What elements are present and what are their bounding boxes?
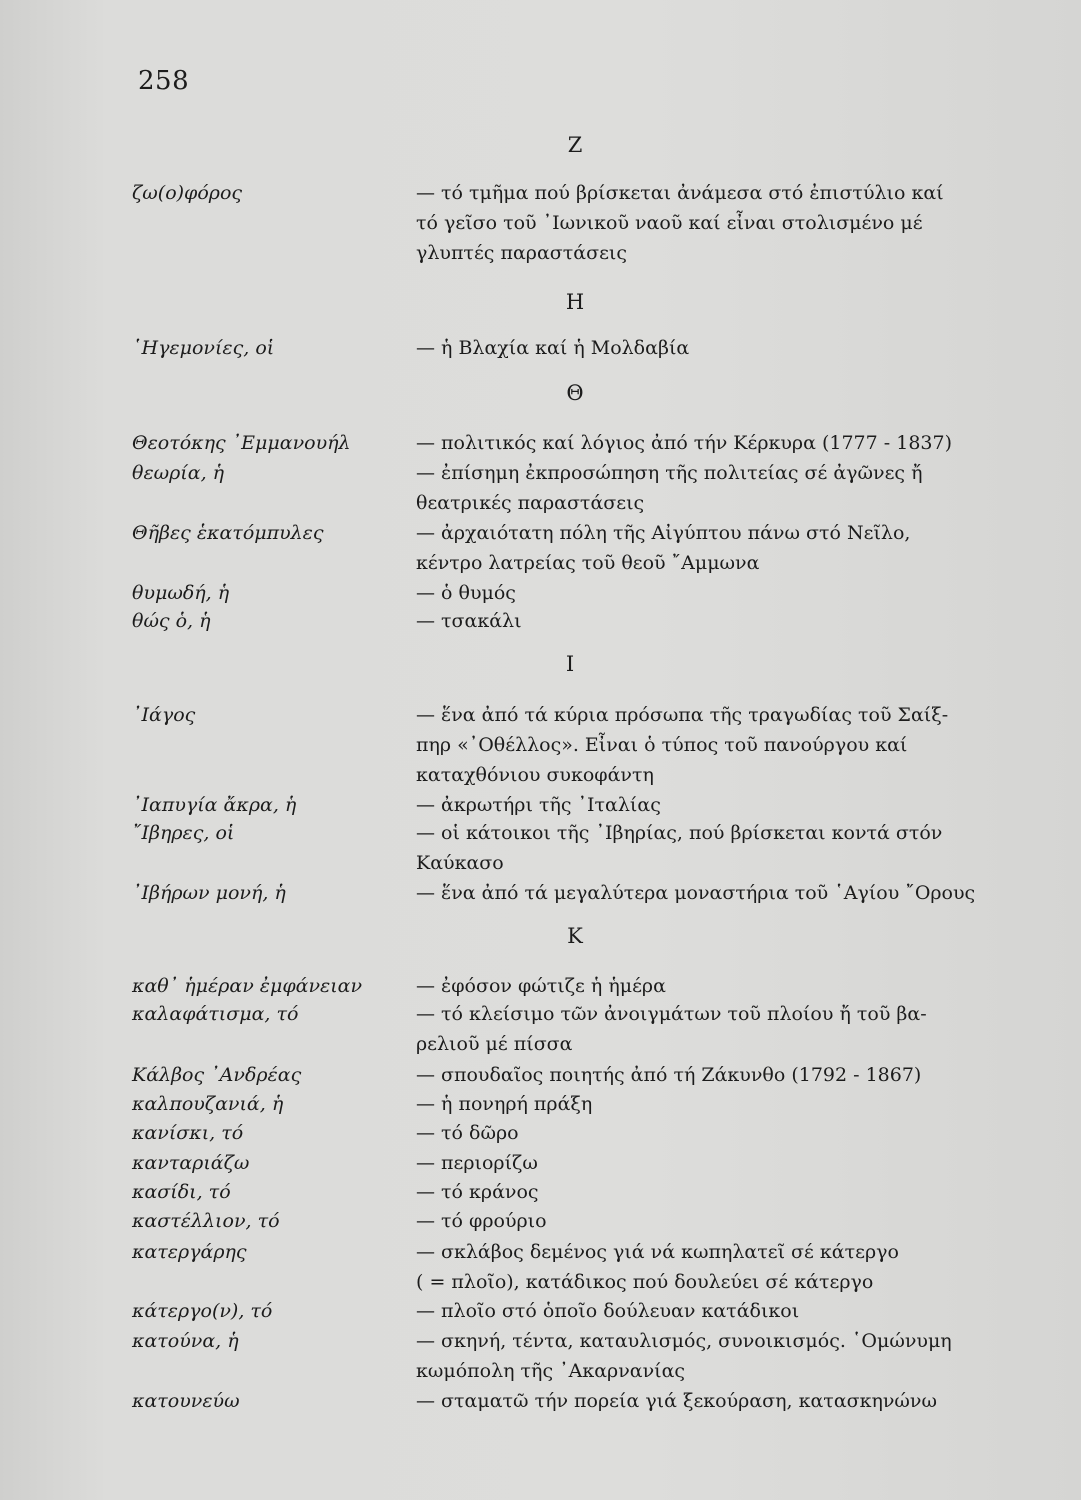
entry-definition — [416, 1206, 988, 1236]
definition-line: — ἡ πονηρή πράξη — [416, 1093, 593, 1115]
entry-definition — [416, 518, 988, 578]
entry-definition — [416, 578, 988, 608]
entry-term: κατουνεύω — [132, 1390, 240, 1412]
entry-term: ζω(ο)φόρος — [132, 182, 243, 204]
definition-line: — ἕνα ἀπό τά μεγαλύτερα μοναστήρια τοῦ ῾Αγίου ῎Ορους — [416, 882, 976, 904]
entry-term: ῎Ιβηρες, οἱ — [132, 822, 235, 844]
definition-line: τό γεῖσο τοῦ ᾿Ιωνικοῦ ναοῦ καί εἶναι στολισμένο μέ — [416, 212, 923, 234]
entry-definition — [416, 1177, 988, 1207]
entry-term: ᾿Ιαπυγία ἄκρα, ἡ — [132, 794, 297, 816]
entry-term: θεωρία, ἡ — [132, 462, 225, 484]
definition-line: κωμόπολη τῆς ᾿Ακαρνανίας — [416, 1360, 686, 1382]
definition-line: — πλοῖο στό ὁποῖο δούλευαν κατάδικοι — [416, 1300, 800, 1322]
entry-definition — [416, 1118, 988, 1148]
definition-line: — ἀρχαιότατη πόλη τῆς Αἰγύπτου πάνω στό Νεῖλο, — [416, 522, 911, 544]
definition-line: — τό φρούριο — [416, 1210, 547, 1232]
section-letter-eta: Η — [565, 290, 585, 314]
entry-term: κανίσκι, τό — [132, 1122, 244, 1144]
entry-definition — [416, 999, 988, 1059]
section-letter-kappa: Κ — [567, 924, 583, 948]
section-letter-theta: Θ — [566, 381, 584, 405]
entry-term: κασίδι, τό — [132, 1181, 231, 1203]
definition-line: — σπουδαῖος ποιητής ἀπό τή Ζάκυνθο (1792 - 1867) — [416, 1064, 922, 1086]
definition-line: — σταματῶ τήν πορεία γιά ξεκούραση, κατασκηνώνω — [416, 1390, 937, 1412]
entry-term: καλαφάτισμα, τό — [132, 1003, 299, 1025]
entry-definition — [416, 428, 988, 458]
entry-term: Θῆβες ἑκατόμπυλες — [132, 522, 324, 544]
definition-line: — σκηνή, τέντα, καταυλισμός, συνοικισμός. ῾Ομώνυμη — [416, 1330, 952, 1352]
section-letter-z: Z — [567, 133, 583, 157]
definition-line: Καύκασο — [416, 852, 504, 874]
entry-term: ῾Ηγεμονίες, οἱ — [132, 337, 275, 359]
definition-line: — τό δῶρο — [416, 1122, 519, 1144]
definition-line: — ἕνα ἀπό τά κύρια πρόσωπα τῆς τραγωδίας τοῦ Σαίξ- — [416, 704, 949, 726]
entry-term: ᾿Ιβήρων μονή, ἡ — [132, 882, 286, 904]
definition-line: — οἱ κάτοικοι τῆς ᾿Ιβηρίας, πού βρίσκεται κοντά στόν — [416, 822, 943, 844]
entry-definition — [416, 333, 988, 363]
definition-line: — ὁ θυμός — [416, 582, 516, 604]
entry-term: καλπουζανιά, ἡ — [132, 1093, 284, 1115]
definition-line: κέντρο λατρείας τοῦ θεοῦ ῎Αμμωνα — [416, 552, 760, 574]
definition-line: ( = πλοῖο), κατάδικος πού δουλεύει σέ κάτεργο — [416, 1271, 874, 1293]
entry-definition — [416, 790, 988, 820]
entry-definition — [416, 178, 988, 268]
section-letter-iota: Ι — [565, 652, 575, 676]
entry-definition — [416, 878, 988, 908]
entry-definition — [416, 1296, 988, 1326]
entry-definition — [416, 1060, 988, 1090]
definition-line: — περιορίζω — [416, 1152, 538, 1174]
definition-line: — ἐφόσον φώτιζε ἡ ἡμέρα — [416, 975, 666, 997]
entry-definition — [416, 1386, 988, 1416]
entry-definition — [416, 971, 988, 1001]
entry-term: ᾿Ιάγος — [132, 704, 196, 726]
definition-line: καταχθόνιου συκοφάντη — [416, 764, 654, 786]
definition-line: — ἀκρωτήρι τῆς ᾿Ιταλίας — [416, 794, 661, 816]
definition-line: — τό τμῆμα πού βρίσκεται ἀνάμεσα στό ἐπιστύλιο καί — [416, 182, 944, 204]
entry-term: καθ᾿ ἡμέραν ἐμφάνειαν — [132, 975, 363, 997]
definition-line: θεατρικές παραστάσεις — [416, 492, 645, 514]
entry-term: κάτεργο(ν), τό — [132, 1300, 273, 1322]
definition-line: πηρ «᾿Οθέλλος». Εἶναι ὁ τύπος τοῦ πανούργου καί — [416, 734, 908, 756]
entry-definition — [416, 1237, 988, 1297]
definition-line: γλυπτές παραστάσεις — [416, 242, 628, 264]
definition-line: — τό κλείσιμο τῶν ἀνοιγμάτων τοῦ πλοίου ἤ τοῦ βα- — [416, 1003, 927, 1025]
entry-term: θυμωδή, ἡ — [132, 582, 230, 604]
entry-term: κατούνα, ἡ — [132, 1330, 239, 1352]
entry-term: Κάλβος ᾿Ανδρέας — [132, 1064, 302, 1086]
definition-line: — ἡ Βλαχία καί ἡ Μολδαβία — [416, 337, 690, 359]
definition-line: — τό κράνος — [416, 1181, 539, 1203]
entry-definition — [416, 700, 988, 790]
entry-definition — [416, 818, 988, 878]
definition-line: — τσακάλι — [416, 610, 522, 632]
entry-term: θώς ὁ, ἡ — [132, 610, 211, 632]
entry-definition — [416, 1326, 988, 1386]
entry-definition — [416, 1089, 988, 1119]
entry-definition — [416, 606, 988, 636]
entry-term: κανταριάζω — [132, 1152, 250, 1174]
definition-line: — ἐπίσημη ἐκπροσώπηση τῆς πολιτείας σέ ἀγῶνες ἤ — [416, 462, 923, 484]
entry-term: κατεργάρης — [132, 1241, 247, 1263]
page-number: 258 — [138, 66, 190, 96]
entry-definition — [416, 1148, 988, 1178]
entry-term: καστέλλιον, τό — [132, 1210, 280, 1232]
entry-definition — [416, 458, 988, 518]
entry-term: Θεοτόκης ᾿Εμμανουήλ — [132, 432, 351, 454]
definition-line: — πολιτικός καί λόγιος ἀπό τήν Κέρκυρα (1777 - 1837) — [416, 432, 952, 454]
definition-line: ρελιοῦ μέ πίσσα — [416, 1033, 573, 1055]
definition-line: — σκλάβος δεμένος γιά νά κωπηλατεῖ σέ κάτεργο — [416, 1241, 899, 1263]
